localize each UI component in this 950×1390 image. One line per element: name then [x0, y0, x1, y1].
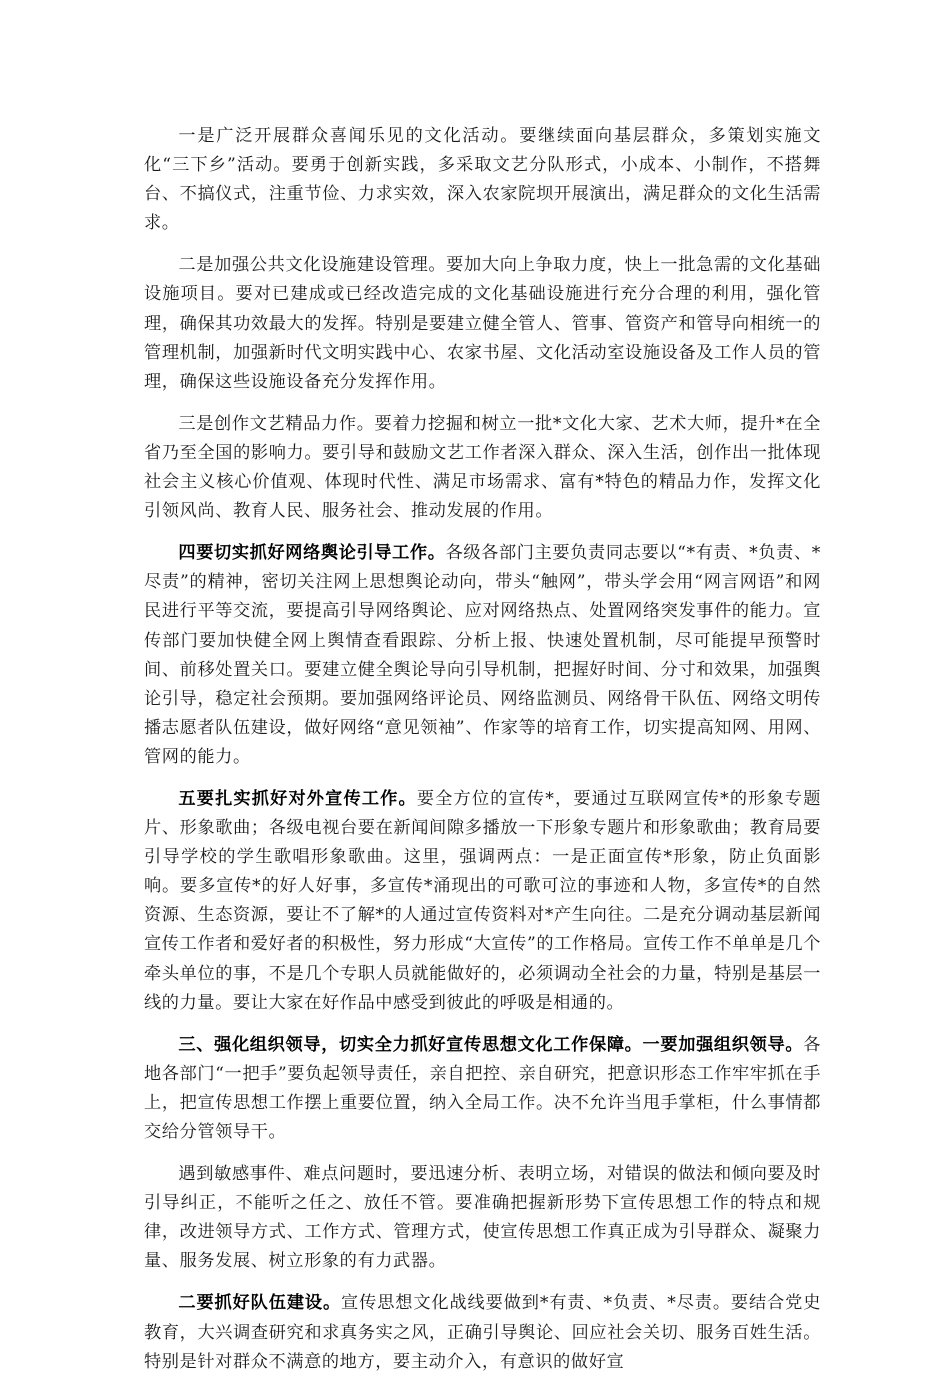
paragraph-culture-activities [144, 122, 821, 238]
paragraph-lead: 四要切实抓好网络舆论引导工作。 [178, 543, 446, 564]
paragraph-text: 要全方位的宣传*，要通过互联网宣传*的形象专题片、形象歌曲；各级电视台要在新闻间隙多播放一下形象专题片和形象歌曲；教育局要引导学校的学生歌唱形象歌曲。这里，强调两点：一是正面宣传*形象，防止负面影响。要多宣传*的好人好事，多宣传*涌现出的可歌可泣的事迹和人物，多宣传*的自然资源、生态资源，要让不了解*的人通过宣传资料对*产生向往。二是充分调动基层新闻宣传工作者和爱好者的积极性，努力形成“大宣传”的工作格局。宣传工作不单单是几个牵头单位的事，不是几个专职人员就能做好的，必须调动全社会的力量，特别是基层一线的力量。要让大家在好作品中感受到彼此的呼吸是相通的。 [144, 788, 821, 1013]
paragraph-text: 各级各部门主要负责同志要以“*有责、*负责、*尽责”的精神，密切关注网上思想舆论动向，带头“触网”，带头学会用“网言网语”和网民进行平等交流，要提高引导网络舆论、应对网络热点、处置网络突发事件的能力。宣传部门要加快健全网上舆情查看跟踪、分析上报、快速处置机制，尽可能提早预警时间、前移处置关口。要建立健全舆论导向引导机制，把握好时间、分寸和效果，加强舆论引导，稳定社会预期。要加强网络评论员、网络监测员、网络骨干队伍、网络文明传播志愿者队伍建设，做好网络“意见领袖”、作家等的培育工作，切实提高知网、用网、管网的能力。 [144, 543, 821, 767]
paragraph-text: 二是加强公共文化设施建设管理。要加大向上争取力度，快上一批急需的文化基础设施项目。要对已建成或已经改造完成的文化基础设施进行充分合理的利用，强化管理，确保其功效最大的发挥。特别是要建立健全管人、管事、管资产和管导向相统一的管理机制，加强新时代文明实践中心、农家书屋、文化活动室设施设备及工作人员的管理，确保这些设施设备充分发挥作用。 [144, 255, 821, 392]
paragraph-external-publicity [144, 785, 821, 1018]
paragraph-lead: 五要扎实抓好对外宣传工作。 [178, 788, 417, 809]
paragraph-lead: 二要抓好队伍建设。 [178, 1293, 342, 1314]
paragraph-text: 各地各部门“一把手”要负起领导责任，亲自把控、亲自研究，把意识形态工作牢牢抓在手上，把宣传思想工作摆上重要位置，纳入全局工作。决不允许当甩手掌柜，什么事情都交给分管领导干。 [144, 1034, 821, 1142]
paragraph-literary-works [144, 410, 821, 526]
paragraph-text: 一是广泛开展群众喜闻乐见的文化活动。要继续面向基层群众，多策划实施文化“三下乡”活动。要勇于创新实践，多采取文艺分队形式，小成本、小制作，不搭舞台、不搞仪式，注重节俭、力求实效，深入农家院坝开展演出，满足群众的文化生活需求。 [144, 126, 821, 234]
document-page [144, 122, 821, 1390]
paragraph-online-opinion [144, 539, 821, 772]
paragraph-text: 宣传思想文化战线要做到*有责、*负责、*尽责。要结合党史教育，大兴调查研究和求真务实之风，正确引导舆论、回应社会关切、服务百姓生活。特别是针对群众不满意的地方，要主动介入，有意识的做好宣 [144, 1293, 821, 1372]
paragraph-lead: 三、强化组织领导，切实全力抓好宣传思想文化工作保障。一要加强组织领导。 [178, 1034, 804, 1055]
paragraph-sensitive-events [144, 1160, 821, 1276]
paragraph-text: 遇到敏感事件、难点问题时，要迅速分析、表明立场，对错误的做法和倾向要及时引导纠正，不能听之任之、放任不管。要准确把握新形势下宣传思想工作的特点和规律，改进领导方式、工作方式、管理方式，使宣传思想工作真正成为引导群众、凝聚力量、服务发展、树立形象的有力武器。 [144, 1164, 821, 1272]
paragraph-public-facilities [144, 251, 821, 396]
paragraph-text: 三是创作文艺精品力作。要着力挖掘和树立一批*文化大家、艺术大师，提升*在全省乃至全国的影响力。要引导和鼓励文艺工作者深入群众、深入生活，创作出一批体现社会主义核心价值观、体现时代性、满足市场需求、富有*特色的精品力作，发挥文化引领风尚、教育人民、服务社会、推动发展的作用。 [144, 413, 821, 522]
paragraph-team-building [144, 1289, 821, 1376]
paragraph-organizational-leadership [144, 1031, 821, 1147]
